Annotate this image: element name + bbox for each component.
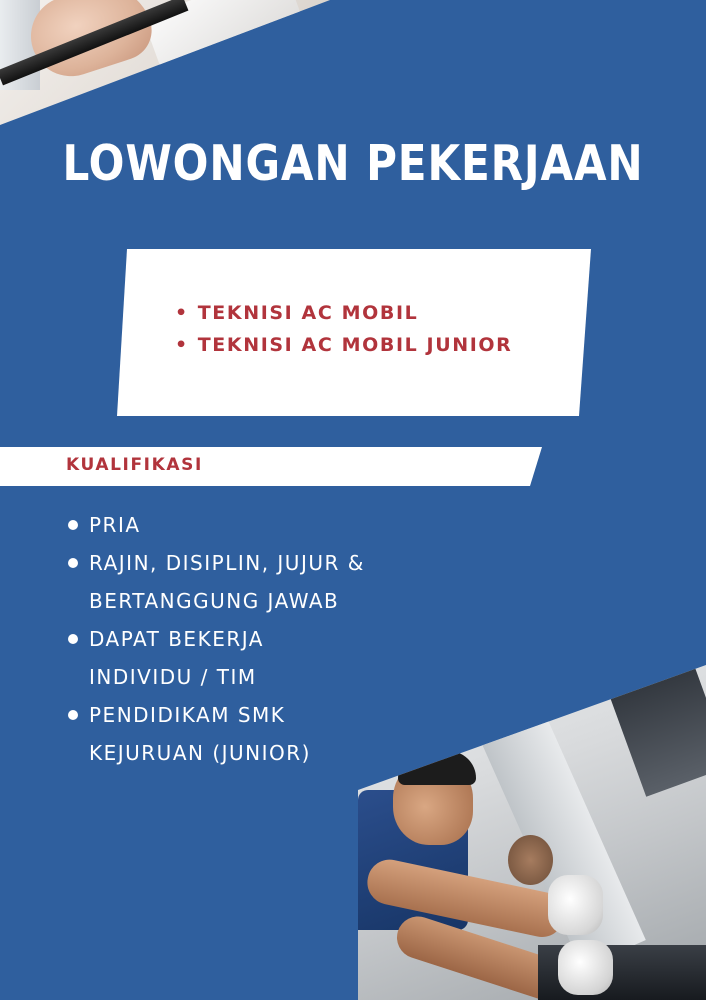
qualification-text-continued: KEJURUAN (JUNIOR) xyxy=(89,741,311,765)
qualification-item xyxy=(66,544,365,620)
header-photo-hands-document xyxy=(0,0,706,130)
photo-background-worker xyxy=(508,835,553,885)
qualification-text: RAJIN, DISIPLIN, JUJUR & xyxy=(89,551,365,575)
qualifications-heading: KUALIFIKASI xyxy=(66,455,203,475)
qualification-text: DAPAT BEKERJA xyxy=(89,627,264,651)
qualification-item xyxy=(66,506,365,544)
footer-photo-technician xyxy=(358,665,706,1000)
qualification-text: PRIA xyxy=(89,513,141,537)
photo-glove xyxy=(548,875,603,935)
position-item: • TEKNISI AC MOBIL JUNIOR xyxy=(175,331,512,363)
qualification-text-continued: INDIVIDU / TIM xyxy=(89,665,257,689)
photo-glove xyxy=(558,940,613,995)
positions-list xyxy=(175,299,512,363)
qualification-text-continued: BERTANGGUNG JAWAB xyxy=(89,589,340,613)
photo-car-hood-shadow xyxy=(605,665,706,797)
qualification-item xyxy=(66,620,365,696)
qualifications-list xyxy=(66,506,365,772)
qualification-item xyxy=(66,696,365,772)
poster-title: LOWONGAN PEKERJAAN xyxy=(62,135,644,192)
qualification-text: PENDIDIKAM SMK xyxy=(89,703,286,727)
position-item: • TEKNISI AC MOBIL xyxy=(175,299,512,331)
photo-technician-hair xyxy=(398,751,476,785)
